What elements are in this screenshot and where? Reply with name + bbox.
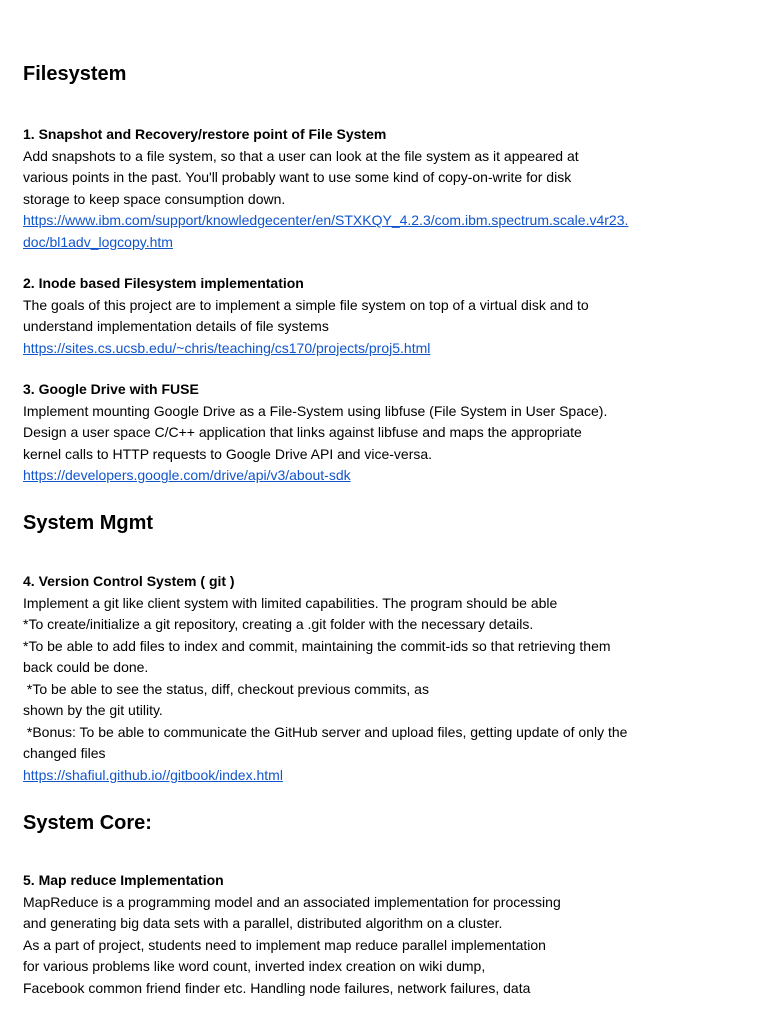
project-item-snapshot-recovery	[23, 124, 723, 253]
project-title: 3. Google Drive with FUSE	[23, 381, 199, 397]
description-line: kernel calls to HTTP requests to Google Drive API and vice-versa.	[23, 445, 433, 462]
description-line: *Bonus: To be able to communicate the GitHub server and upload files, getting update of only the	[23, 723, 628, 740]
description-line: Facebook common friend finder etc. Handling node failures, network failures, data	[23, 979, 531, 996]
section-heading-filesystem: Filesystem	[23, 63, 127, 85]
reference-link[interactable]: https://developers.google.com/drive/api/v3/about-sdk	[23, 467, 351, 483]
description-line: Add snapshots to a file system, so that a user can look at the file system as it appeared at	[23, 147, 579, 164]
description-line: As a part of project, students need to implement map reduce parallel implementation	[23, 936, 546, 953]
description-line: *To be able to see the status, diff, checkout previous commits, as	[23, 680, 429, 697]
description-line: *To create/initialize a git repository, creating a .git folder with the necessary details.	[23, 616, 534, 632]
description-line: The goals of this project are to implement a simple file system on top of a virtual disk and to	[23, 296, 589, 313]
project-item-map-reduce	[23, 870, 723, 999]
description-line: various points in the past. You'll probably want to use some kind of copy-on-write for disk	[23, 169, 572, 185]
description-line: Implement mounting Google Drive as a File-System using libfuse (File System in User Space).	[23, 402, 608, 419]
description-line: Implement a git like client system with limited capabilities. The program should be able	[23, 594, 558, 611]
description-line: Design a user space C/C++ application that links against libfuse and maps the appropriate	[23, 424, 582, 440]
project-item-google-drive-fuse	[23, 379, 723, 487]
project-item-inode-filesystem	[23, 273, 723, 359]
description-line: *To be able to add files to index and commit, maintaining the commit-ids so that retrieving them	[23, 637, 611, 654]
reference-link-continued[interactable]: doc/bl1adv_logcopy.htm	[23, 233, 173, 250]
description-line: changed files	[23, 745, 106, 761]
reference-link[interactable]: https://sites.cs.ucsb.edu/~chris/teaching/cs170/projects/proj5.html	[23, 339, 431, 356]
description-line: back could be done.	[23, 659, 149, 675]
project-title: 1. Snapshot and Recovery/restore point of File System	[23, 126, 387, 142]
project-item-version-control	[23, 571, 723, 786]
project-title: 5. Map reduce Implementation	[23, 872, 224, 888]
description-line: for various problems like word count, inverted index creation on wiki dump,	[23, 958, 486, 974]
reference-link[interactable]: https://shafiul.github.io//gitbook/index.html	[23, 766, 283, 783]
description-line: shown by the git utility.	[23, 702, 163, 718]
description-line: storage to keep space consumption down.	[23, 190, 286, 207]
reference-link[interactable]: https://www.ibm.com/support/knowledgecenter/en/STXKQY_4.2.3/com.ibm.spectrum.scale.v4r23.	[23, 212, 629, 228]
description-line: understand implementation details of file systems	[23, 318, 329, 334]
section-heading-system-mgmt: System Mgmt	[23, 512, 154, 534]
description-line: MapReduce is a programming model and an associated implementation for processing	[23, 893, 561, 910]
project-title: 2. Inode based Filesystem implementation	[23, 275, 304, 291]
description-line: and generating big data sets with a parallel, distributed algorithm on a cluster.	[23, 915, 503, 931]
project-title: 4. Version Control System ( git )	[23, 573, 235, 589]
section-heading-system-core: System Core:	[23, 812, 152, 834]
